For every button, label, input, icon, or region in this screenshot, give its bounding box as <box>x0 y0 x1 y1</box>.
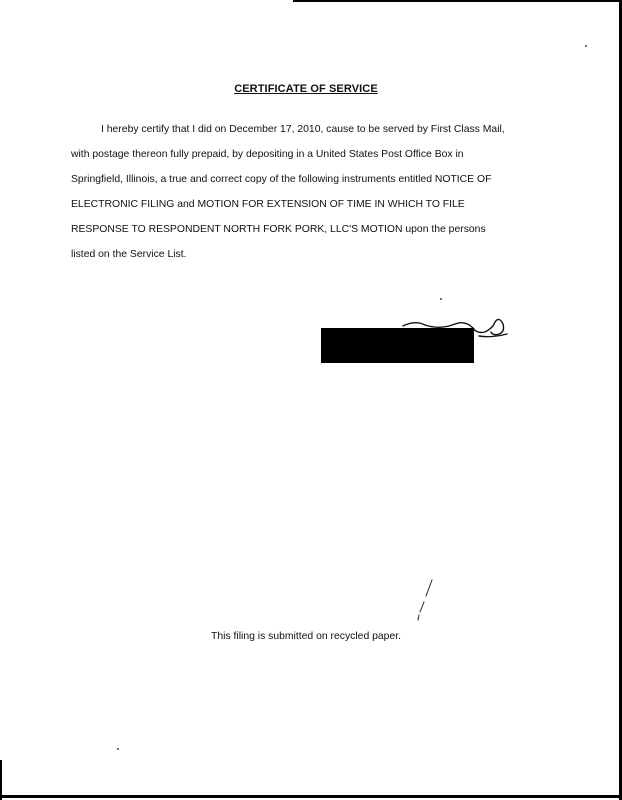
certificate-title: CERTIFICATE OF SERVICE <box>234 83 378 95</box>
scan-speck <box>117 748 119 750</box>
redacted-signature-block <box>321 328 474 363</box>
body-line: Springfield, Illinois, a true and correct copy of the following instruments entitled NOTICE OF <box>71 174 492 185</box>
recycled-paper-footer: This filing is submitted on recycled paper. <box>210 631 401 642</box>
scan-speck <box>440 298 442 300</box>
scan-edge-top <box>293 0 622 2</box>
scan-edge-bottom <box>0 795 622 798</box>
body-line: I hereby certify that I did on December 17, 2010, cause to be served by First Class Mail, <box>101 124 505 135</box>
scan-speck <box>585 45 587 47</box>
body-line: ELECTRONIC FILING and MOTION FOR EXTENSION OF TIME IN WHICH TO FILE <box>71 199 465 210</box>
pen-stroke-mark <box>412 578 436 622</box>
certificate-body <box>71 117 551 267</box>
body-line: RESPONSE TO RESPONDENT NORTH FORK PORK, LLC'S MOTION upon the persons <box>71 224 486 235</box>
body-line: with postage thereon fully prepaid, by depositing in a United States Post Office Box in <box>71 149 464 160</box>
body-line: listed on the Service List. <box>71 249 187 260</box>
scan-edge-left <box>0 760 2 800</box>
